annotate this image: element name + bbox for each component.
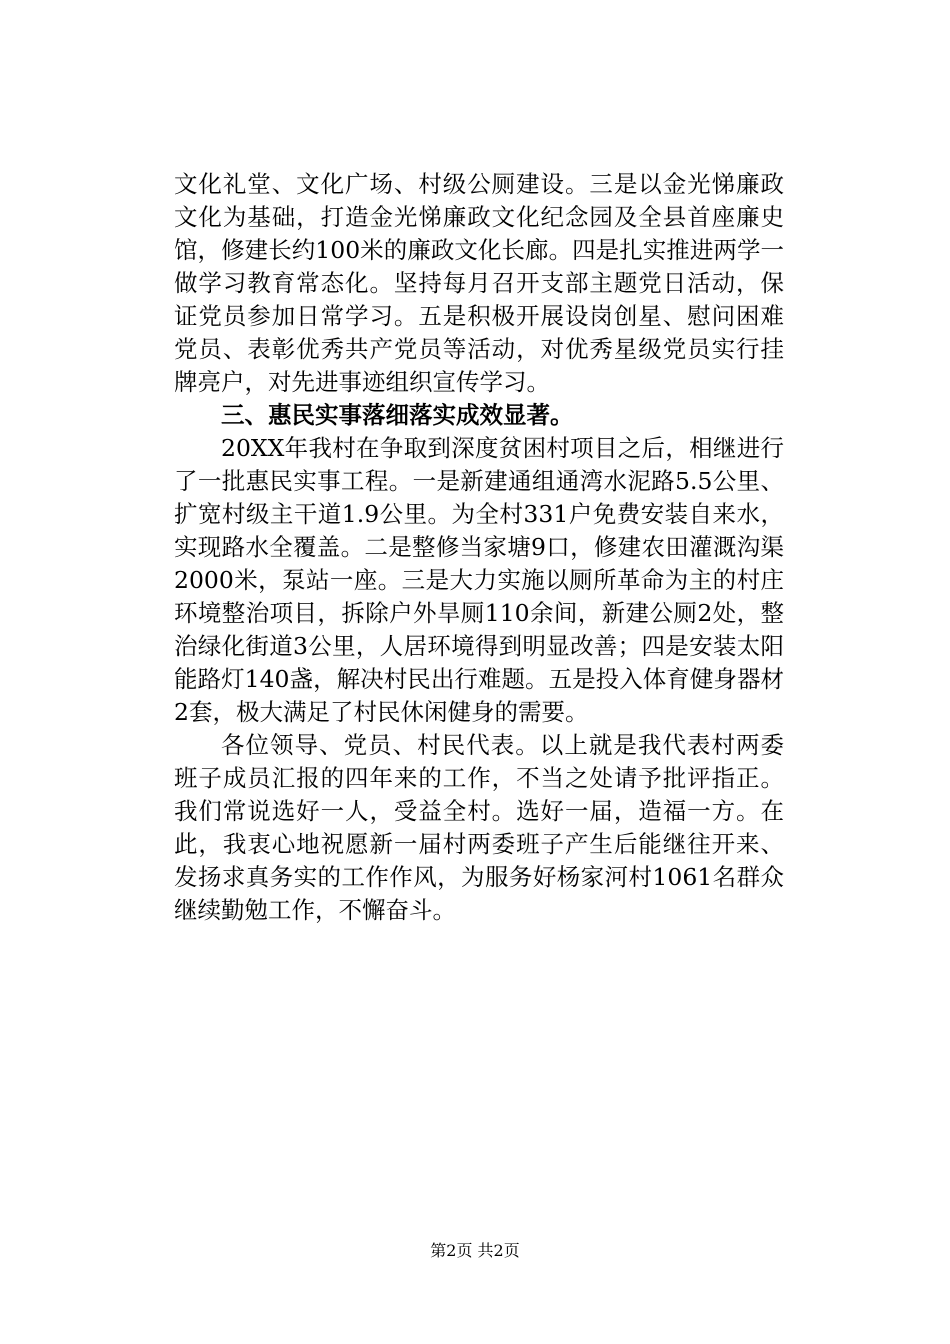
section-heading: 三、惠民实事落细落实成效显著。 xyxy=(221,401,574,429)
document-body xyxy=(174,168,784,927)
paragraph-closing: 各位领导、党员、村民代表。以上就是我代表村两委班子成员汇报的四年来的工作，不当之处请予批评指正。我们常说选好一人，受益全村。选好一届，造福一方。在此，我衷心地祝愿新一届村两委班子产生后能继往开来、发扬求真务实的工作作风，为服务好杨家河村1061名群众继续勤勉工作，不懈奋斗。 xyxy=(174,731,784,924)
page-number-footer: 第2页 共2页 xyxy=(430,1241,520,1260)
paragraph-projects: 20XX年我村在争取到深度贫困村项目之后，相继进行了一批惠民实事工程。一是新建通组通湾水泥路5.5公里、扩宽村级主干道1.9公里。为全村331户免费安装自来水，实现路水全覆盖。二是整修当家塘9口，修建农田灌溉沟渠2000米，泵站一座。三是大力实施以厕所革命为主的村庄环境整治项目，拆除户外旱厕110余间，新建公厕2处，整治绿化街道3公里，人居环境得到明显改善；四是安装太阳能路灯140盏，解决村民出行难题。五是投入体育健身器材2套，极大满足了村民休闲健身的需要。 xyxy=(174,434,784,726)
paragraph-continuation: 文化礼堂、文化广场、村级公厕建设。三是以金光悌廉政文化为基础，打造金光悌廉政文化纪念园及全县首座廉史馆，修建长约100米的廉政文化长廊。四是扎实推进两学一做学习教育常态化。坚持每月召开支部主题党日活动，保证党员参加日常学习。五是积极开展设岗创星、慰问困难党员、表彰优秀共产党员等活动，对优秀星级党员实行挂牌亮户，对先进事迹组织宣传学习。 xyxy=(174,170,784,396)
